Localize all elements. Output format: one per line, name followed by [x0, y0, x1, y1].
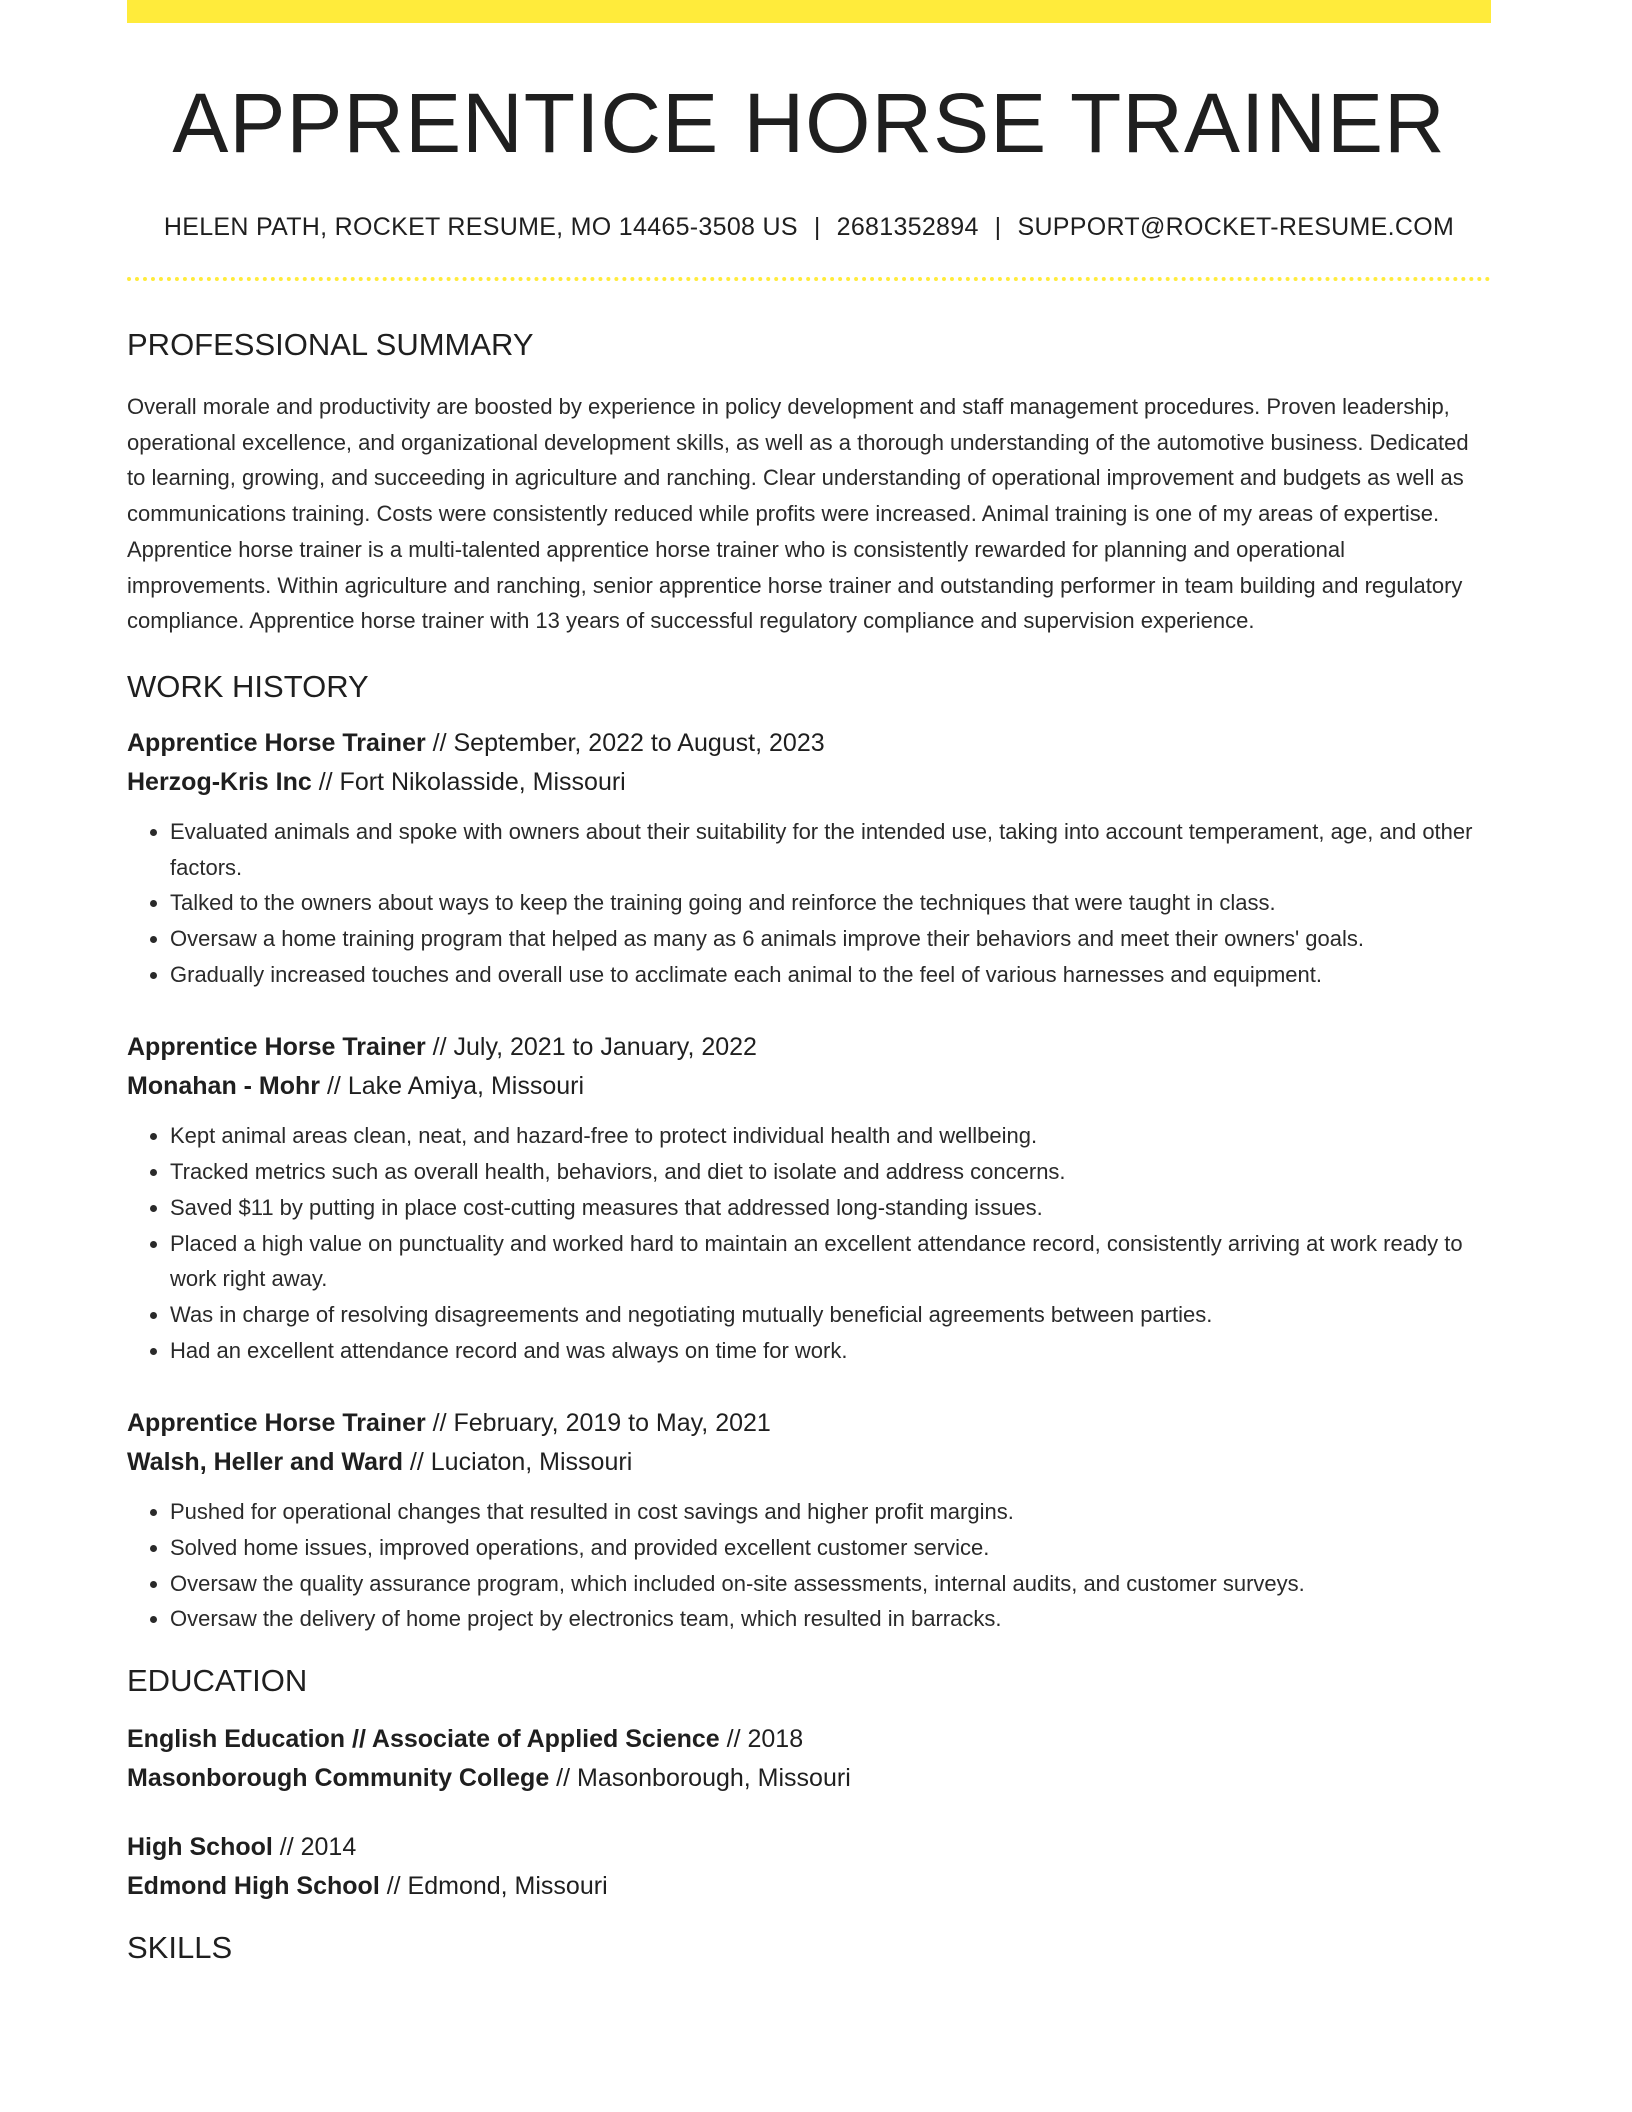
- job-title-line: [127, 1028, 1491, 1067]
- section-title-education: EDUCATION: [127, 1663, 308, 1699]
- job-bullets: [127, 814, 1491, 993]
- job-location: // Lake Amiya, Missouri: [320, 1072, 585, 1101]
- list-item: • Evaluated animals and spoke with owners about their suitability for the intended use, taking into account temperament, age, and other factors.: [170, 814, 1491, 885]
- job-title-line: [127, 1404, 1491, 1443]
- contact-email: SUPPORT@ROCKET-RESUME.COM: [1017, 213, 1455, 241]
- list-item: • Pushed for operational changes that resulted in cost savings and higher profit margins.: [170, 1494, 1491, 1530]
- job-dates: // February, 2019 to May, 2021: [425, 1409, 771, 1438]
- summary-text: Overall morale and productivity are boosted by experience in policy development and staff management procedures. Proven leadership, operational excellence, and organizational development skills, as well as a thorough understanding of the automotive business. Dedicated to learning, growing, and succeeding in agriculture and ranching. Clear understanding of operational improvement and budgets as well as communications training. Costs were consistently reduced while profits were increased. Animal training is one of my areas of expertise. Apprentice horse trainer is a multi-talented apprentice horse trainer who is consistently rewarded for planning and operational improvements. Within agriculture and ranching, senior apprentice horse trainer and outstanding performer in team building and regulatory compliance. Apprentice horse trainer with 13 years of successful regulatory compliance and supervision experience.: [127, 394, 1469, 634]
- education-location: // Edmond, Missouri: [379, 1872, 608, 1901]
- job-location: // Luciaton, Missouri: [402, 1448, 633, 1477]
- top-accent-bar: [127, 0, 1491, 23]
- contact-phone: 2681352894: [836, 213, 979, 241]
- resume-page: [127, 0, 1491, 1966]
- list-item: • Talked to the owners about ways to keep the training going and reinforce the techniques that were taught in class.: [170, 885, 1491, 921]
- list-item: • Placed a high value on punctuality and worked hard to maintain an excellent attendance record, consistently arriving at work ready to work right away.: [170, 1226, 1491, 1297]
- job-dates: // September, 2022 to August, 2023: [425, 728, 825, 757]
- education-degree: High School: [127, 1833, 273, 1862]
- job-entry: [127, 1028, 1491, 1368]
- section-title-skills: SKILLS: [127, 1930, 233, 1966]
- list-item: • Solved home issues, improved operations, and provided excellent customer service.: [170, 1530, 1491, 1566]
- education-school-line: [127, 1867, 1491, 1906]
- list-item: • Was in charge of resolving disagreements and negotiating mutually beneficial agreements between parties.: [170, 1297, 1491, 1333]
- education-school: Edmond High School: [127, 1872, 380, 1901]
- list-item: • Oversaw a home training program that helped as many as 6 animals improve their behaviors and meet their owners' goals.: [170, 921, 1491, 957]
- list-item: • Oversaw the delivery of home project by electronics team, which resulted in barracks.: [170, 1601, 1491, 1637]
- list-item: • Oversaw the quality assurance program, which included on-site assessments, internal audits, and customer surveys.: [170, 1566, 1491, 1602]
- job-title-line: [127, 724, 1491, 763]
- education-school: Masonborough Community College: [127, 1764, 550, 1793]
- job-bullets: [127, 1118, 1491, 1368]
- education-year: // 2014: [272, 1833, 357, 1862]
- education-entry: [127, 1720, 1491, 1798]
- education-school-line: [127, 1759, 1491, 1798]
- list-item: • Had an excellent attendance record and was always on time for work.: [170, 1333, 1491, 1369]
- contact-separator: |: [994, 213, 1002, 241]
- contact-separator: |: [813, 213, 821, 241]
- education-year: // 2018: [719, 1725, 804, 1754]
- resume-name: APPRENTICE HORSE TRAINER: [172, 76, 1446, 170]
- education-degree-line: [127, 1828, 1491, 1867]
- list-item: • Kept animal areas clean, neat, and hazard-free to protect individual health and wellbeing.: [170, 1118, 1491, 1154]
- job-company: Monahan - Mohr: [127, 1072, 321, 1101]
- contact-address: HELEN PATH, ROCKET RESUME, MO 14465-3508 US: [163, 213, 798, 241]
- list-item: • Saved $11 by putting in place cost-cutting measures that addressed long-standing issues.: [170, 1190, 1491, 1226]
- section-title-work-history: WORK HISTORY: [127, 668, 369, 704]
- job-role: Apprentice Horse Trainer: [127, 1409, 426, 1438]
- job-company-line: [127, 763, 1491, 802]
- job-company: Walsh, Heller and Ward: [127, 1448, 403, 1477]
- job-company: Herzog-Kris Inc: [127, 767, 312, 796]
- list-item: • Tracked metrics such as overall health, behaviors, and diet to isolate and address concerns.: [170, 1154, 1491, 1190]
- job-bullets: [127, 1494, 1491, 1637]
- section-title-summary: PROFESSIONAL SUMMARY: [127, 327, 534, 362]
- job-role: Apprentice Horse Trainer: [127, 1033, 426, 1062]
- job-entry: [127, 724, 1491, 993]
- job-dates: // July, 2021 to January, 2022: [425, 1033, 757, 1062]
- job-company-line: [127, 1443, 1491, 1482]
- education-degree: English Education // Associate of Applied Science: [127, 1725, 720, 1754]
- education-location: // Masonborough, Missouri: [549, 1764, 851, 1793]
- job-company-line: [127, 1067, 1491, 1106]
- list-item: • Gradually increased touches and overall use to acclimate each animal to the feel of various harnesses and equipment.: [170, 957, 1491, 993]
- job-entry: [127, 1404, 1491, 1637]
- education-degree-line: [127, 1720, 1491, 1759]
- job-location: // Fort Nikolasside, Missouri: [311, 767, 626, 796]
- job-role: Apprentice Horse Trainer: [127, 728, 426, 757]
- header-divider: [127, 277, 1491, 281]
- education-entry: [127, 1828, 1491, 1906]
- contact-line: [127, 215, 1491, 240]
